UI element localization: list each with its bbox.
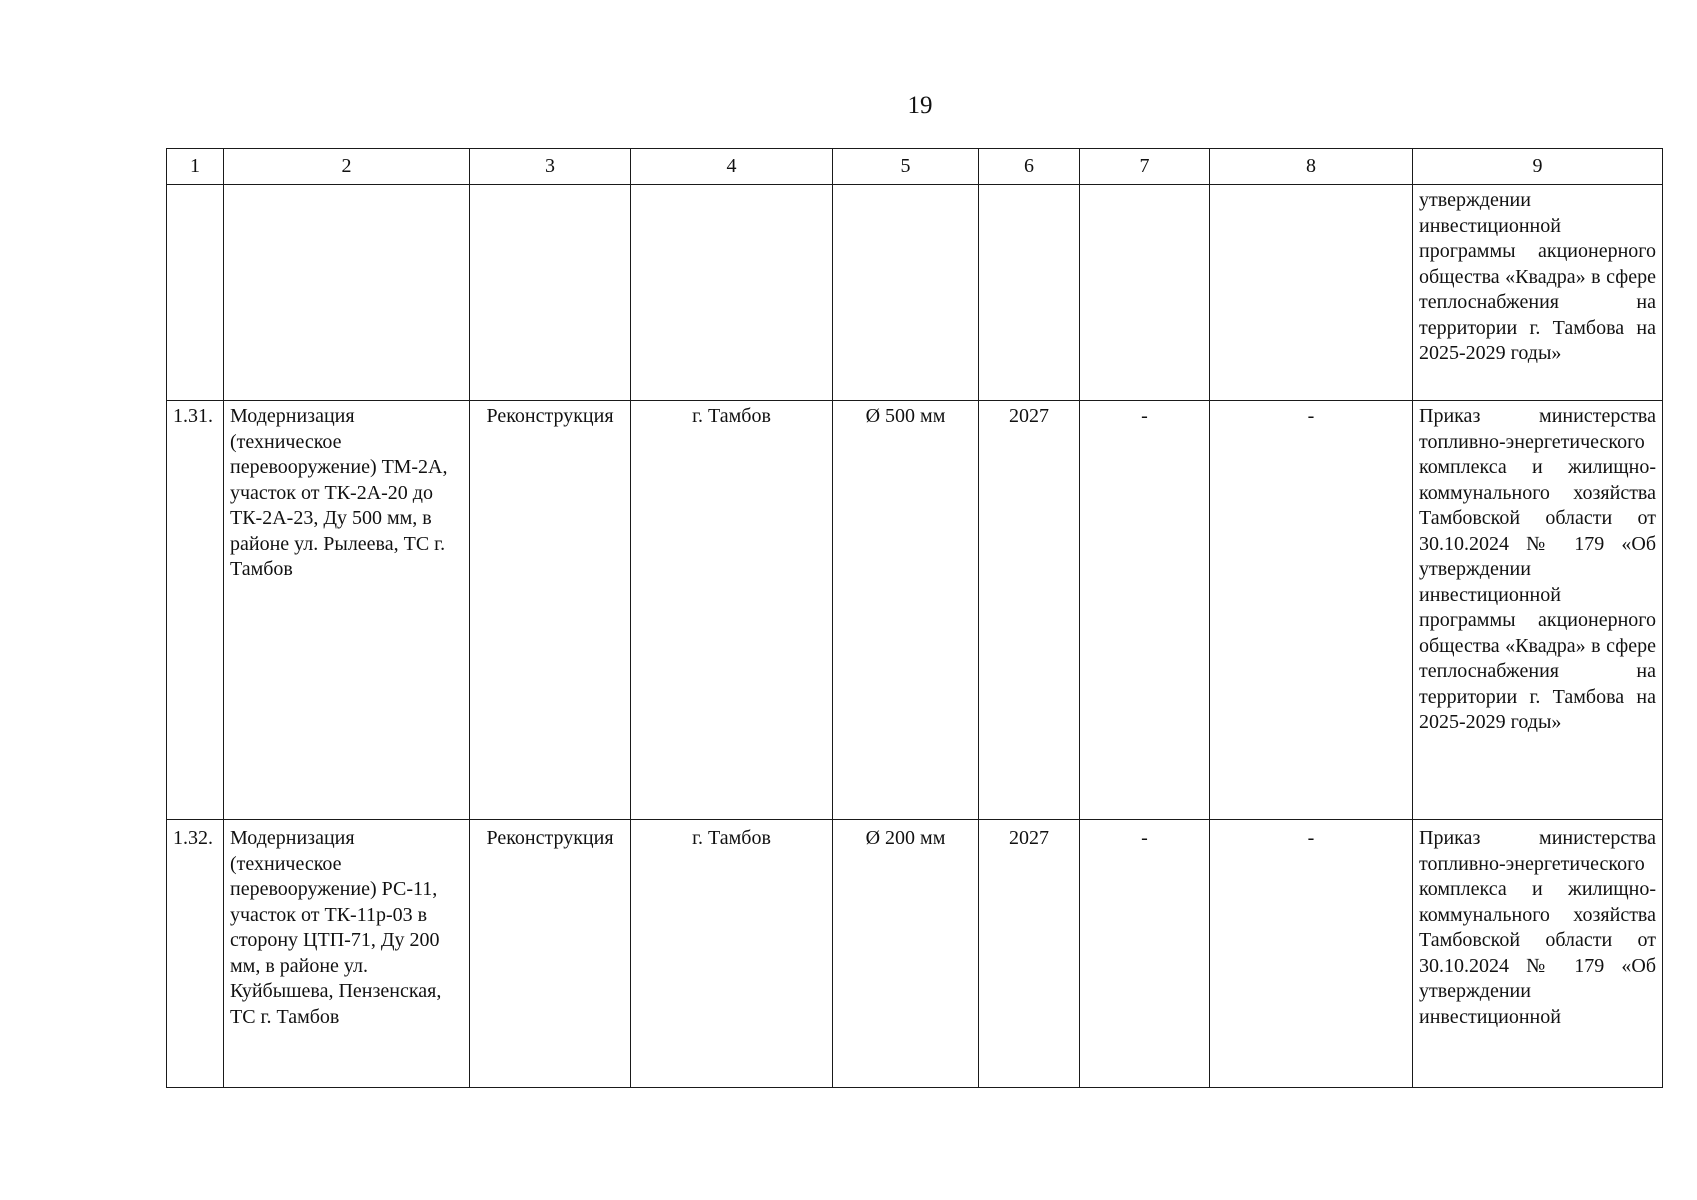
column-header-2: 2 [224,149,470,185]
cell-col7: - [1080,401,1210,820]
cell-year: 2027 [979,820,1080,1088]
investment-table [166,148,1663,1088]
column-header-9: 9 [1413,149,1663,185]
cell-work-type: Реконструкция [470,401,631,820]
column-header-4: 4 [631,149,833,185]
column-header-7: 7 [1080,149,1210,185]
table-row [167,401,1663,820]
column-header-3: 3 [470,149,631,185]
cell-col8: - [1210,401,1413,820]
cell-basis: Приказ министерства топливно-энергетического комплекса и жилищно-коммунального хозяйства Тамбовской области от 30.10.2024 № 179 «Об утверждении инвестиционной программы акционерного общества «Квадра» в сфере теплоснабжения на территории г. Тамбова на 2025-2029 годы» [1413,401,1663,820]
cell-empty [631,185,833,401]
table-row [167,820,1663,1088]
cell-empty [224,185,470,401]
cell-empty [979,185,1080,401]
cell-location: г. Тамбов [631,820,833,1088]
cell-col7: - [1080,820,1210,1088]
cell-object-name: Модернизация (техническое перевооружение) РС-11, участок от ТК-11р-03 в сторону ЦТП-71, Ду 200 мм, в районе ул. Куйбышева, Пензенская, ТС г. Тамбов [224,820,470,1088]
column-header-6: 6 [979,149,1080,185]
column-header-1: 1 [167,149,224,185]
cell-work-type: Реконструкция [470,820,631,1088]
cell-diameter: Ø 500 мм [833,401,979,820]
cell-basis-continuation: утверждении инвестиционной программы акционерного общества «Квадра» в сфере теплоснабжения на территории г. Тамбова на 2025-2029 годы» [1413,185,1663,401]
header-row [167,149,1663,185]
cell-empty [833,185,979,401]
cell-year: 2027 [979,401,1080,820]
cell-empty [1080,185,1210,401]
cell-basis: Приказ министерства топливно-энергетического комплекса и жилищно-коммунального хозяйства Тамбовской области от 30.10.2024 № 179 «Об утверждении инвестиционной [1413,820,1663,1088]
cell-empty [1210,185,1413,401]
cell-object-name: Модернизация (техническое перевооружение) ТМ-2А, участок от ТК-2А-20 до ТК-2А-23, Ду 500 мм, в районе ул. Рылеева, ТС г. Тамбов [224,401,470,820]
cell-diameter: Ø 200 мм [833,820,979,1088]
cell-empty [470,185,631,401]
cell-number: 1.31. [167,401,224,820]
cell-col8: - [1210,820,1413,1088]
table-row-continuation [167,185,1663,401]
cell-empty [167,185,224,401]
cell-location: г. Тамбов [631,401,833,820]
cell-number: 1.32. [167,820,224,1088]
column-header-8: 8 [1210,149,1413,185]
page-number: 19 [907,92,933,119]
column-header-5: 5 [833,149,979,185]
